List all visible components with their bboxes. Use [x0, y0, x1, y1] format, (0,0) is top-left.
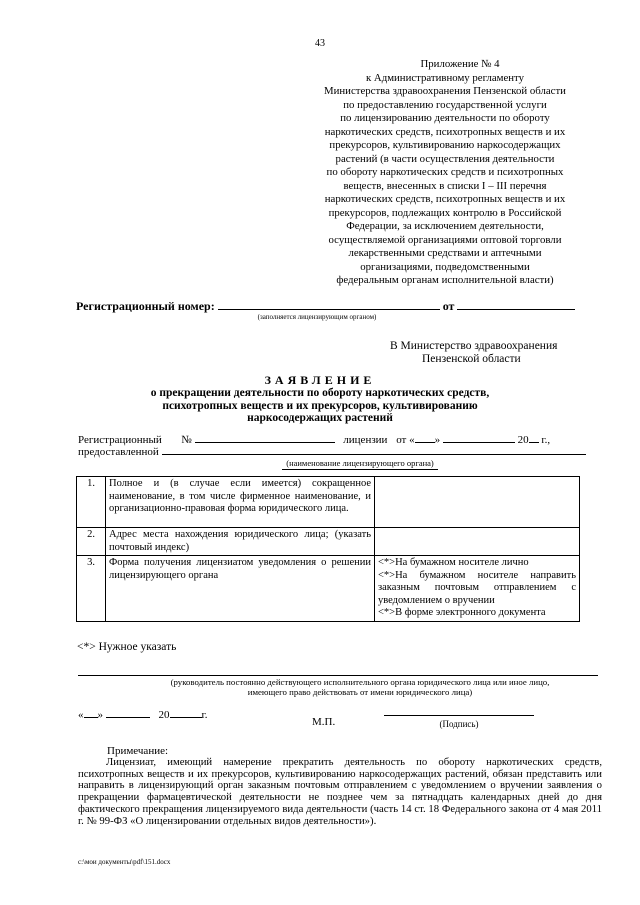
subtitle-line: психотропных веществ и их прекурсоров, культивированию: [162, 399, 478, 412]
appendix-line: по предоставлению государственной услуги: [343, 98, 547, 111]
appendix-line: растений (в части осуществления деятельности: [335, 152, 555, 165]
license-year-label: 20: [517, 434, 529, 446]
appendix-line: Министерства здравоохранения Пензенской области: [324, 85, 566, 97]
registration-hint: (заполняется лицензирующим органом): [257, 313, 377, 321]
row-number: 2.: [77, 528, 106, 556]
note-text-body: Лицензиат, имеющий намерение прекратить деятельность по обороту наркотических средств, психотропных веществ и их прекурсоров, культивированию наркосодержащих растений, обязан представить или направить в лицензирующий орган заказным почтовым отправлением с уведомлением о вручении заявления о прекращении фармацевтической деятельности не позднее чем за пятнадцать календарных дней до дня фактического прекращения лицензируемого вида деятельности (часть 14 ст. 18 Федерального закона от 4 мая 2011 г. № 99-ФЗ «О лицензировании отдельных видов деятельности»).: [78, 756, 602, 827]
signature-line[interactable]: [384, 715, 534, 716]
presented-label: предоставленной: [78, 446, 159, 458]
appendix-line: по обороту наркотических средств и психотропных: [326, 166, 564, 178]
signatory-hint: [110, 677, 610, 697]
delivery-option[interactable]: <*>В форме электронного документа: [378, 607, 546, 618]
date-row: [78, 708, 208, 721]
row-value-field[interactable]: [375, 528, 580, 556]
page-number: 43: [315, 38, 325, 49]
row-description: Адрес места нахождения юридического лица; (указать почтовый индекс): [106, 528, 375, 556]
licensing-authority-hint-text: (наименование лицензирующего органа): [282, 458, 438, 470]
document-subtitle: [100, 387, 540, 425]
subtitle-line: о прекращении деятельности по обороту наркотических средств,: [150, 387, 490, 399]
appendix-line: к Административному регламенту: [365, 71, 525, 84]
table-row: [77, 528, 580, 556]
application-table: [76, 476, 580, 622]
note-text: [78, 757, 602, 827]
presented-row: [78, 445, 608, 458]
document-title: ЗАЯВЛЕНИЕ: [264, 373, 376, 387]
license-label: лицензии: [343, 434, 388, 446]
note-required: <*> Нужное указать: [77, 641, 177, 653]
registration-number-row: [76, 299, 606, 314]
license-month-field[interactable]: [443, 433, 515, 443]
license-reg-label: Регистрационный: [78, 434, 162, 446]
date-day-field[interactable]: [84, 708, 98, 718]
row-description: Форма получения лицензиатом уведомления о решении лицензирующего органа: [106, 556, 375, 622]
signatory-line[interactable]: [78, 675, 598, 676]
appendix-line: организациями, подведомственными: [360, 260, 530, 273]
registration-from-label: от: [442, 299, 455, 313]
row-description: Полное и (в случае если имеется) сокращенное наименование, в том числе фирменное наименование, и организационно-правовая форма юридического лица.: [106, 477, 375, 528]
date-year-field[interactable]: [170, 708, 202, 718]
registration-date-field[interactable]: [457, 299, 575, 310]
row-value-options: [375, 556, 580, 622]
row-number: 3.: [77, 556, 106, 622]
appendix-line: Приложение № 4: [420, 58, 500, 70]
license-ot-label: от «: [396, 434, 415, 446]
license-no-label: №: [181, 434, 192, 446]
signatory-hint-line: имеющего право действовать от имени юридического лица): [247, 687, 473, 697]
addressee-line: Пензенской области: [422, 353, 521, 365]
appendix-line: наркотических средств, психотропных веществ и их: [324, 125, 566, 138]
license-number-field[interactable]: [195, 433, 335, 443]
delivery-option[interactable]: <*>На бумажном носителе лично: [378, 557, 529, 568]
addressee: [390, 340, 600, 366]
table-row: [77, 477, 580, 528]
row-value-field[interactable]: [375, 477, 580, 528]
licensing-authority-hint: [200, 458, 520, 470]
row-number: 1.: [77, 477, 106, 528]
licensing-authority-field[interactable]: [162, 445, 586, 455]
note-label: Примечание:: [107, 745, 169, 757]
signature-label: (Подпись): [439, 719, 479, 729]
registration-number-field[interactable]: [218, 299, 440, 310]
stamp-place: М.П.: [312, 716, 336, 728]
appendix-line: наркотических средств, психотропных веществ и их: [324, 193, 566, 205]
date-close-quote: »: [97, 709, 103, 721]
registration-label: Регистрационный номер:: [76, 299, 215, 313]
footer-file-path: c:\мои документы\pdf\151.docx: [78, 858, 171, 866]
delivery-option[interactable]: <*>На бумажном носителе направить заказным почтовым отправлением с уведомлением о вручении: [378, 569, 576, 606]
table-row: [77, 556, 580, 622]
appendix-line: прекурсоров, культивированию наркосодержащих: [329, 139, 561, 151]
license-close-quote: »: [434, 434, 441, 446]
date-open-quote: «: [78, 709, 84, 721]
appendix-line: федеральным органам исполнительной власти): [336, 274, 554, 286]
license-day-field[interactable]: [415, 433, 435, 443]
appendix-line: прекурсоров, подлежащих контролю в Российской: [328, 206, 562, 219]
subtitle-line: наркосодержащих растений: [247, 412, 393, 424]
appendix-line: Федерации, за исключением деятельности,: [346, 220, 544, 232]
date-year-label: 20: [158, 709, 170, 721]
signatory-hint-line: (руководитель постоянно действующего исполнительного органа юридического лица или иное лицо,: [170, 677, 550, 687]
appendix-header: [286, 58, 604, 288]
appendix-line: веществ, внесенных в списки I – III перечня: [343, 179, 547, 192]
addressee-line: В Министерство здравоохранения: [390, 340, 558, 352]
appendix-line: по лицензированию деятельности по обороту: [340, 112, 550, 124]
appendix-line: осуществляемой организациями оптовой торговли: [328, 233, 562, 246]
appendix-line: лекарственными средствами и аптечными: [348, 247, 542, 259]
license-g-label: г.,: [541, 434, 551, 446]
license-year-field[interactable]: [529, 433, 539, 443]
date-g-label: г.: [201, 709, 208, 721]
date-month-field[interactable]: [106, 708, 150, 718]
